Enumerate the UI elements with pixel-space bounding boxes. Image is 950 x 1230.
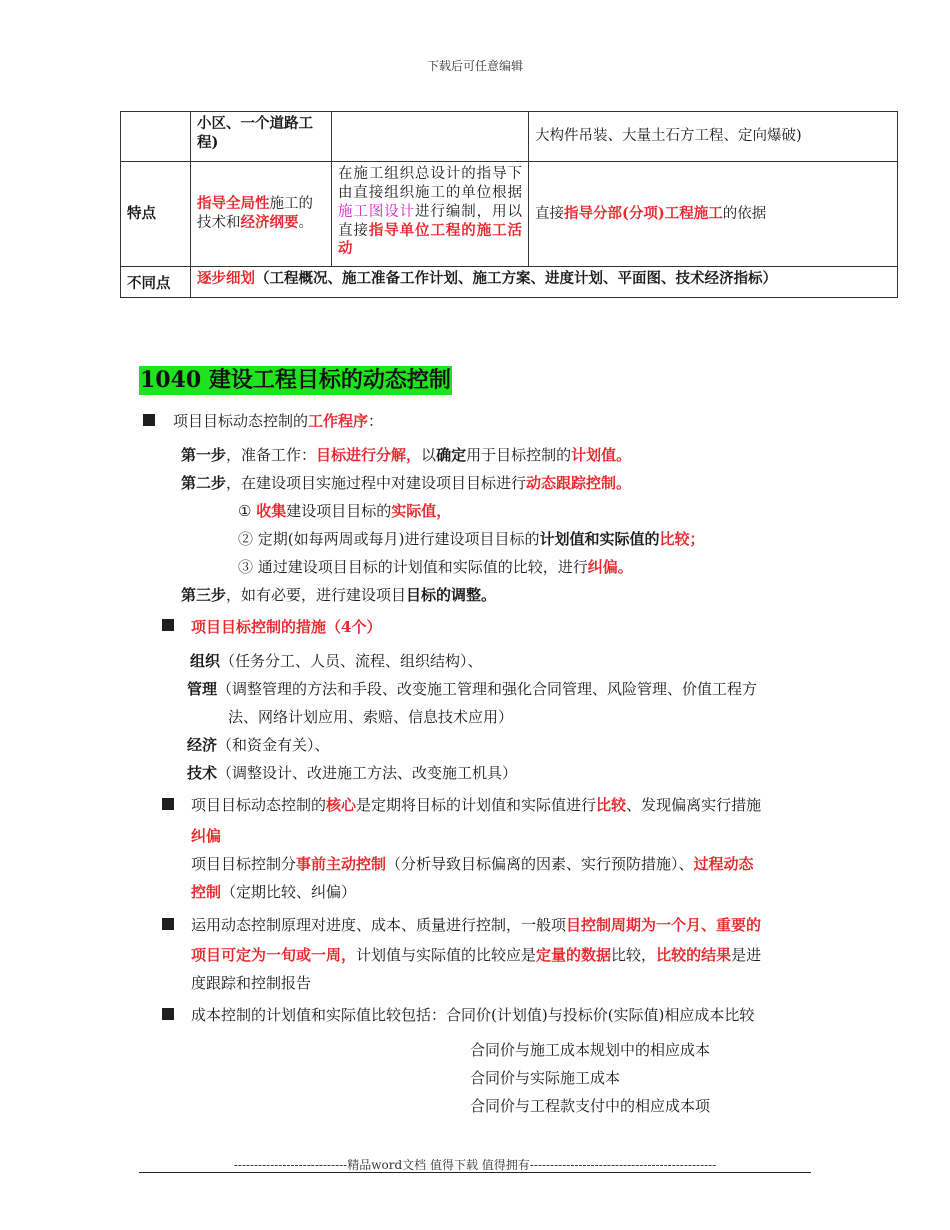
bullet-square-icon	[162, 1008, 174, 1020]
measure-label: 组织	[190, 652, 221, 670]
apply-line-1	[191, 915, 761, 935]
highlight-text: 指导全局性	[197, 195, 270, 213]
text: 直接	[535, 205, 564, 222]
text: （调整管理的方法和手段、改变施工管理和强化合同管理、风险管理、价值工程方	[217, 680, 758, 698]
apply-line-3: 度跟踪和控制报告	[191, 974, 312, 992]
section-title: 1040 建设工程目标的动态控制	[140, 367, 451, 393]
text: ①	[238, 502, 257, 520]
text: 建设项目目标的	[286, 502, 392, 520]
highlight-text: 控制	[191, 883, 222, 901]
text: （分析导致目标偏离的因素、实行预防措施）、	[386, 855, 694, 873]
text: 以	[421, 446, 437, 464]
measure-management-cont: 法、网络计划应用、索赔、信息技术应用）	[228, 708, 514, 726]
cost-line: 成本控制的计划值和实际值比较包括：合同价(计划值)与投标价(实际值)相应成本比较	[191, 1006, 755, 1024]
text: ② 定期(如每两周或每月)进行建设项目目标的	[238, 530, 540, 548]
text: 项目目标控制分	[191, 855, 297, 873]
highlight-text: 实际值，	[391, 502, 452, 520]
text: （任务分工、人员、流程、组织结构）、	[220, 652, 483, 670]
text: 在施工组织总设计的指导下由直接组织施工的单位根据	[338, 166, 522, 201]
step-1	[181, 445, 631, 465]
highlight-text: 经济纲要	[240, 214, 299, 231]
text: 运用动态控制原理对进度、成本、质量进行控制，一般项	[191, 916, 567, 934]
cost-item: 合同价与实际施工成本	[470, 1069, 621, 1087]
table-cell	[529, 162, 898, 267]
measures-heading: 项目目标控制的措施（4个）	[191, 618, 382, 636]
text: ：	[368, 412, 384, 430]
highlight-text: 动态跟踪控制。	[526, 474, 632, 492]
text: （调整设计、改进施工方法、改变施工机具）	[217, 764, 518, 782]
step-label: 第二步	[181, 474, 227, 492]
table-cell: 大构件吊装、大量土石方工程、定向爆破)	[529, 112, 898, 162]
highlight-text: 事前主动控制	[296, 855, 387, 873]
measure-label: 经济	[187, 736, 218, 754]
text: 用于目标控制的	[466, 446, 572, 464]
table-cell	[191, 162, 332, 267]
highlight-text: 目控制周期为一个月、重要的	[566, 916, 762, 934]
measure-label: 管理	[187, 680, 218, 698]
highlight-text: 计划值。	[571, 446, 632, 464]
sub-step-1	[238, 501, 451, 521]
highlight-text: 纠偏。	[587, 558, 633, 576]
step-2	[181, 473, 631, 493]
text: （和资金有关）、	[217, 736, 330, 754]
highlight-text: 项目可定为一旬或一周，	[191, 946, 357, 964]
text: 是定期将目标的计划值和实际值进行	[356, 796, 597, 814]
highlight-text: 目标进行分解，	[316, 446, 422, 464]
text: 项目目标动态控制的	[173, 412, 309, 430]
highlight-text: 比较	[596, 796, 627, 814]
text: 。	[298, 215, 313, 231]
highlight-text: 过程动态	[693, 855, 754, 873]
measure-management	[187, 679, 757, 699]
text: ，在建设项目实施过程中对建设项目目标进行	[226, 474, 527, 492]
bullet-square-icon	[162, 918, 174, 930]
table-cell: 小区、一个道路工程)	[191, 112, 332, 162]
table-row	[121, 162, 898, 267]
text: 进行编制，用以直接	[338, 203, 523, 239]
text: 计划值和实际值的	[539, 530, 660, 548]
table-row	[121, 267, 898, 298]
page-header: 下载后可任意编辑	[426, 59, 523, 73]
apply-line-2	[191, 945, 761, 965]
measure-technical	[187, 763, 517, 783]
text: 确定	[436, 446, 467, 464]
comparison-table	[120, 111, 898, 298]
highlight-text: 比较的结果	[656, 946, 732, 964]
measure-label: 技术	[187, 764, 218, 782]
sub-step-3	[238, 557, 633, 577]
highlight-text: 逐步细划	[197, 270, 255, 287]
highlight-text: 核心	[326, 796, 357, 814]
sub-step-2	[238, 529, 705, 549]
text: ③ 通过建设项目目标的计划值和实际值的比较，进行	[238, 558, 588, 576]
text: （工程概况、施工准备工作计划、施工方案、进度计划、平面图、技术经济指标）	[255, 270, 777, 287]
text: 计划值与实际值的比较应是	[356, 946, 537, 964]
footer-rule	[139, 1172, 811, 1173]
highlight-text: 比较；	[659, 530, 705, 548]
text: （定期比较、纠偏）	[221, 883, 357, 901]
text: 是进	[731, 946, 762, 964]
text: 项目目标动态控制的	[191, 796, 327, 814]
text: ，如有必要，进行建设项目	[226, 586, 407, 604]
core-line-2: 纠偏	[191, 827, 222, 845]
cost-item: 合同价与施工成本规划中的相应成本	[470, 1041, 711, 1059]
cost-item: 合同价与工程款支付中的相应成本项	[470, 1097, 711, 1115]
bullet-square-icon	[162, 798, 174, 810]
row-label: 不同点	[121, 267, 191, 298]
core-line-1	[191, 795, 761, 815]
table-cell	[332, 112, 529, 162]
table-cell	[191, 267, 898, 298]
step-label: 第三步	[181, 586, 227, 604]
highlight-text: 指导单位工程的施工活动	[338, 221, 523, 258]
row-label: 特点	[121, 162, 191, 267]
procedure-intro	[173, 411, 383, 431]
page-footer: ----------------------------精品word文档 值得下载 值得拥有----------------------------------------------	[233, 1158, 717, 1172]
table-cell	[332, 162, 529, 267]
bullet-square-icon	[162, 619, 174, 631]
text: ，准备工作：	[226, 446, 317, 464]
table-row	[121, 112, 898, 162]
text: 比较，	[611, 946, 657, 964]
core-line-3	[191, 854, 754, 874]
table-cell	[121, 112, 191, 162]
text: 的依据	[722, 205, 767, 222]
measure-economic	[187, 735, 330, 755]
highlight-text: 指导分部(分项)工程施工	[564, 204, 723, 222]
highlight-text: 定量的数据	[536, 946, 612, 964]
highlight-text: 工作程序	[308, 412, 369, 430]
step-3	[181, 585, 496, 605]
core-line-4	[191, 882, 356, 902]
measure-organization	[190, 651, 483, 671]
highlight-text: 施工图设计	[338, 203, 416, 220]
text: 目标的调整。	[406, 586, 497, 604]
step-label: 第一步	[181, 446, 227, 464]
text: 、发现偏离实行措施	[626, 796, 762, 814]
highlight-text: 收集	[256, 502, 287, 520]
text: 施工的技术和	[197, 196, 313, 231]
bullet-square-icon	[143, 414, 155, 426]
